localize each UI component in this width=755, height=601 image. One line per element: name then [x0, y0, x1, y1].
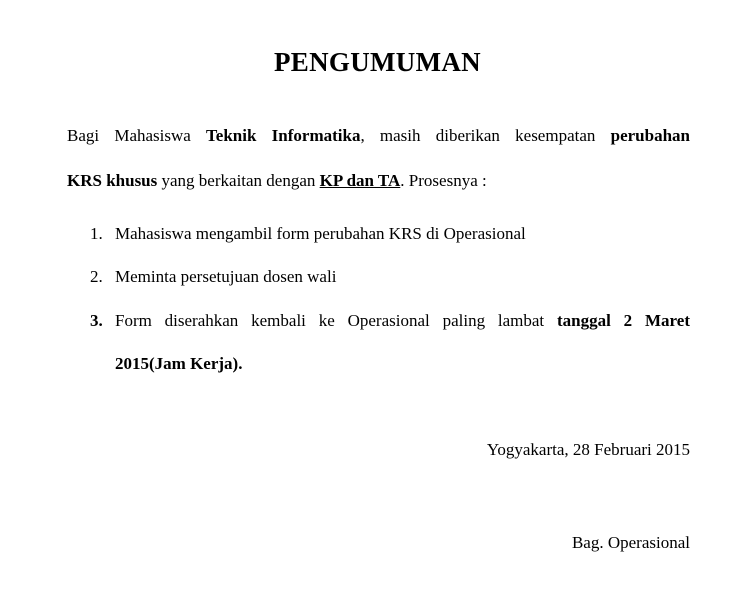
intro-text-2: , masih diberikan kesempatan [360, 126, 611, 145]
program-name: Teknik Informatika [206, 126, 361, 145]
list-text [115, 311, 690, 331]
intro-line-1 [67, 126, 690, 146]
list-number: 2. [90, 267, 103, 286]
page-title: PENGUMUMAN [274, 47, 481, 77]
intro-text-1: Bagi Mahasiswa [67, 126, 207, 145]
list-number: 3. [90, 311, 103, 330]
list-text: Meminta persetujuan dosen wali [115, 267, 337, 286]
step-3-text: Form diserahkan kembali ke Operasional paling lambat [115, 311, 557, 330]
intro-text-3: yang berkaitan dengan [157, 171, 320, 190]
place-date: Yogyakarta, 28 Februari 2015 [486, 440, 690, 459]
krs-special-term: KRS khusus [67, 171, 158, 190]
list-text: Mahasiswa mengambil form perubahan KRS di Operasional [115, 224, 526, 243]
list-number: 1. [90, 224, 103, 243]
kp-ta-term: KP dan TA [319, 171, 401, 190]
intro-text-4: . Prosesnya : [400, 171, 487, 190]
deadline-date: tanggal 2 Maret [557, 311, 690, 330]
deadline-year-hours: 2015(Jam Kerja). [115, 354, 243, 373]
krs-change-term: perubahan [610, 126, 690, 145]
signature: Bag. Operasional [571, 533, 690, 552]
intro-line-2 [67, 171, 690, 191]
